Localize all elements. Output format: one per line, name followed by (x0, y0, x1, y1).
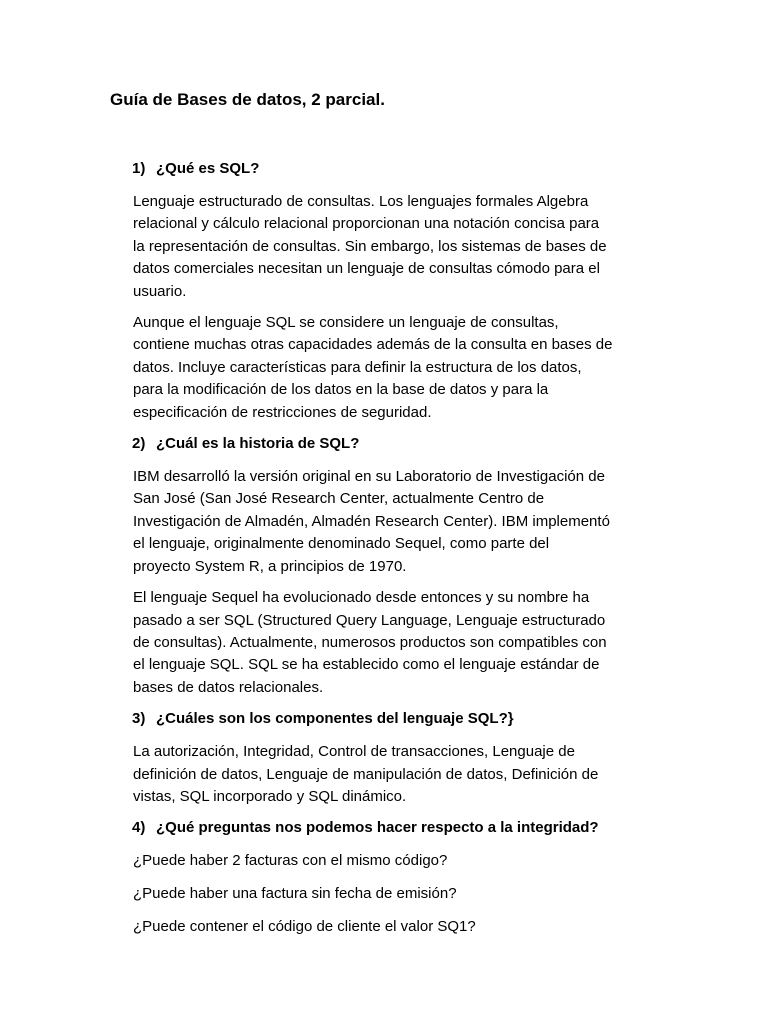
paragraph (133, 741, 693, 808)
text-line: especificación de restricciones de seguridad. (133, 403, 432, 421)
question-text: ¿Qué preguntas nos podemos hacer respecto a la integridad? (156, 819, 599, 837)
text-line: de consultas). Actualmente, numerosos productos son compatibles con (133, 633, 607, 651)
text-line: contiene muchas otras capacidades además de la consulta en bases de (133, 336, 613, 354)
document-content (133, 158, 693, 949)
question-heading-4 (132, 817, 693, 839)
list-item: ¿Puede haber una factura sin fecha de emisión? (133, 885, 457, 903)
list-item: ¿Puede contener el código de cliente el valor SQ1? (133, 918, 476, 936)
paragraph (133, 191, 693, 303)
text-line: la representación de consultas. Sin embargo, los sistemas de bases de (133, 237, 607, 255)
question-heading-2 (132, 433, 693, 455)
paragraph (133, 466, 693, 578)
text-line: Lenguaje estructurado de consultas. Los lenguajes formales Algebra (133, 193, 589, 210)
text-line: datos. Incluye características para definir la estructura de los datos, (133, 358, 582, 376)
text-line: bases de datos relacionales. (133, 678, 324, 696)
paragraph (133, 312, 693, 424)
question-number: 4) (132, 819, 146, 837)
document-title: Guía de Bases de datos, 2 parcial. (110, 90, 385, 109)
question-text: ¿Qué es SQL? (156, 160, 260, 177)
question-number: 1) (132, 160, 146, 177)
text-line: San José (San José Research Center, actualmente Centro de (133, 490, 545, 508)
text-line: Investigación de Almadén, Almadén Research Center). IBM implementó (133, 512, 610, 530)
text-line: proyecto System R, a principios de 1970. (133, 557, 407, 575)
text-line: datos comerciales necesitan un lenguaje de consultas cómodo para el (133, 260, 600, 278)
question-text: ¿Cuáles son los componentes del lenguaje SQL?} (156, 710, 514, 728)
text-line: El lenguaje Sequel ha evolucionado desde entonces y su nombre ha (133, 589, 590, 607)
text-line: el lenguaje, originalmente denominado Sequel, como parte del (133, 535, 550, 553)
text-line: usuario. (133, 282, 187, 300)
text-line: definición de datos, Lenguaje de manipulación de datos, Definición de (133, 765, 599, 783)
question-number: 2) (132, 435, 146, 453)
text-line: Aunque el lenguaje SQL se considere un lenguaje de consultas, (133, 314, 559, 332)
question-number: 3) (132, 710, 146, 728)
list-item: ¿Puede haber 2 facturas con el mismo código? (133, 852, 448, 870)
text-line: para la modificación de los datos en la base de datos y para la (133, 381, 549, 399)
text-line: La autorización, Integridad, Control de transacciones, Lenguaje de (133, 743, 575, 761)
text-line: pasado a ser SQL (Structured Query Language, Lenguaje estructurado (133, 611, 606, 629)
text-line: relacional y cálculo relacional proporcionan una notación concisa para (133, 215, 600, 233)
text-line: vistas, SQL incorporado y SQL dinámico. (133, 787, 407, 805)
paragraph (133, 587, 693, 699)
question-heading-1 (132, 158, 693, 180)
text-line: el lenguaje SQL. SQL se ha establecido como el lenguaje estándar de (133, 656, 600, 674)
question-heading-3 (132, 708, 693, 730)
text-line: IBM desarrolló la versión original en su Laboratorio de Investigación de (133, 468, 605, 486)
question-text: ¿Cuál es la historia de SQL? (156, 435, 360, 453)
